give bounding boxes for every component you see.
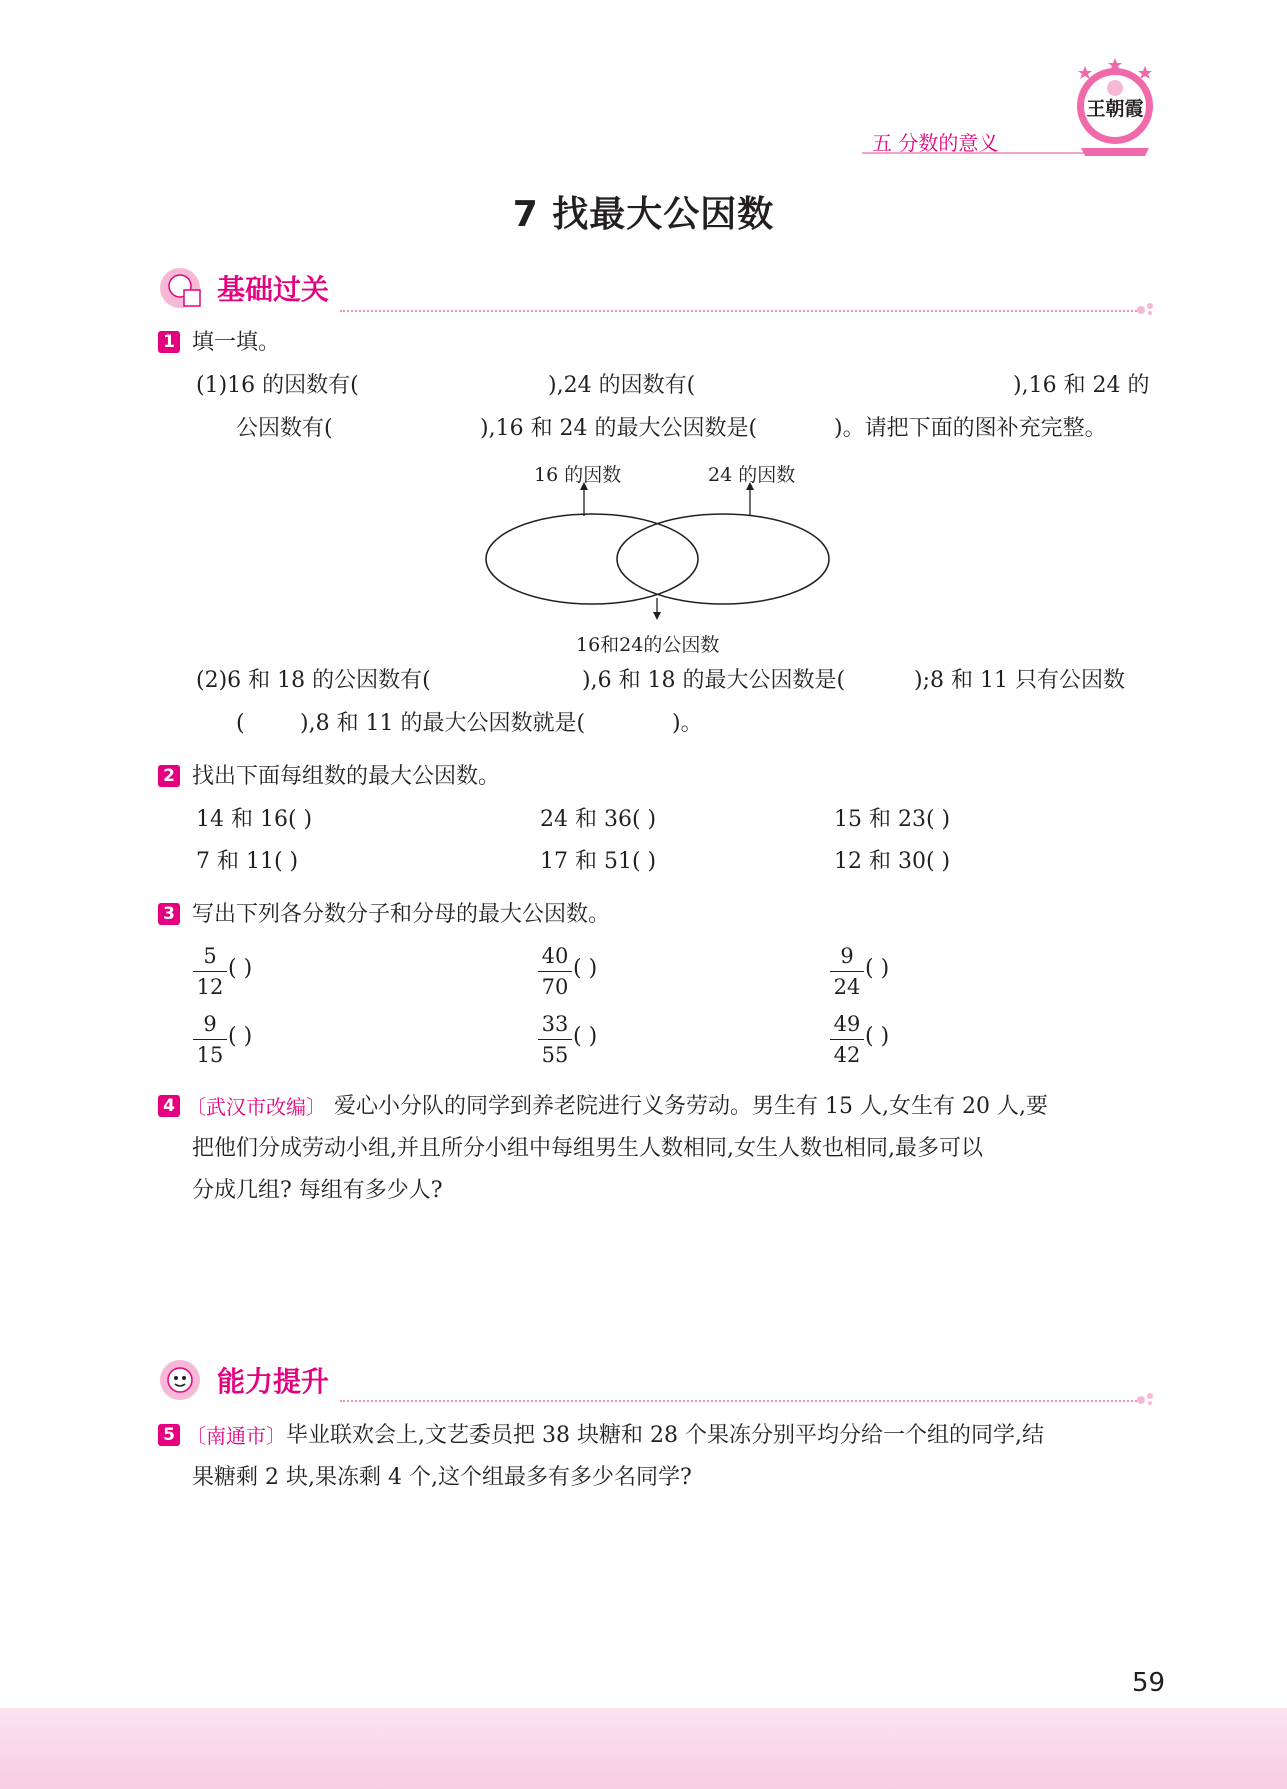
section-mascot-icon	[158, 1358, 204, 1402]
venn-right-ellipse	[617, 514, 829, 604]
q1-p1-text-d: 公因数有(	[236, 416, 333, 441]
q1-p1-text-b: ),24 的因数有(	[548, 373, 696, 398]
section-mascot-icon	[158, 266, 204, 310]
q2-item: 17 和 51( )	[540, 849, 657, 874]
brand-logo	[1075, 58, 1155, 158]
q4-line-3: 分成几组? 每组有多少人?	[192, 1178, 443, 1203]
q3-blank: ( )	[228, 1024, 253, 1049]
q1-p2-text-d: (	[236, 711, 245, 736]
numerator: 9	[840, 944, 854, 968]
q3-fraction	[193, 1014, 227, 1066]
q1-p2-text-f: )。	[672, 711, 703, 736]
q3-fraction	[830, 946, 864, 998]
page-title: 7 找最大公因数	[512, 194, 775, 235]
q2-item: 24 和 36( )	[540, 807, 657, 832]
venn-left-ellipse	[486, 514, 698, 604]
q3-blank: ( )	[573, 1024, 598, 1049]
question-number-2: 2	[158, 765, 180, 787]
section-advanced-divider	[340, 1400, 1140, 1402]
numerator: 49	[833, 1012, 861, 1036]
question-number-3: 3	[158, 903, 180, 925]
q3-fraction	[538, 946, 572, 998]
denominator: 12	[196, 975, 224, 999]
q2-item: 7 和 11( )	[196, 849, 299, 874]
venn-left-label: 16 的因数	[534, 464, 622, 486]
q2-item: 14 和 16( )	[196, 807, 313, 832]
q2-item: 15 和 23( )	[834, 807, 951, 832]
q3-blank: ( )	[573, 956, 598, 981]
q5-line-2: 果糖剩 2 块,果冻剩 4 个,这个组最多有多少名同学?	[192, 1465, 692, 1490]
q1-p2-text-c: );8 和 11 只有公因数	[914, 668, 1125, 693]
q5-line-1: 毕业联欢会上,文艺委员把 38 块糖和 28 个果冻分别平均分给一个组的同学,结	[286, 1423, 1044, 1448]
q3-blank: ( )	[865, 956, 890, 981]
q2-item: 12 和 30( )	[834, 849, 951, 874]
divider-dots-icon	[1136, 300, 1156, 314]
section-advanced-title: 能力提升	[217, 1365, 330, 1398]
q1-p2-text-a: (2)6 和 18 的公因数有(	[196, 668, 431, 693]
q1-p1-text-e: ),16 和 24 的最大公因数是(	[480, 416, 758, 441]
q3-fraction	[538, 1014, 572, 1066]
numerator: 40	[541, 944, 569, 968]
page-number: 59	[1132, 1668, 1166, 1698]
q3-fraction	[193, 946, 227, 998]
q1-p1-text-f: )。请把下面的图补充完整。	[834, 416, 1107, 441]
logo-text: 王朝霞	[1086, 98, 1144, 120]
question-number-1: 1	[158, 331, 180, 353]
section-basic-title: 基础过关	[217, 273, 330, 306]
q1-stem: 填一填。	[192, 330, 281, 355]
venn-right-label: 24 的因数	[708, 464, 796, 486]
q1-p1-text-a: (1)16 的因数有(	[196, 373, 359, 398]
q3-fraction	[830, 1014, 864, 1066]
q3-blank: ( )	[228, 956, 253, 981]
denominator: 24	[833, 975, 861, 999]
venn-bottom-label: 16和24的公因数	[576, 634, 720, 656]
q4-line-2: 把他们分成劳动小组,并且所分小组中每组男生人数相同,女生人数也相同,最多可以	[192, 1136, 983, 1161]
denominator: 55	[541, 1043, 569, 1067]
denominator: 42	[833, 1043, 861, 1067]
q1-p2-text-e: ),8 和 11 的最大公因数就是(	[300, 711, 586, 736]
chapter-header: 五 分数的意义	[872, 131, 999, 155]
footer-band	[0, 1708, 1287, 1789]
q5-source: 〔南通市〕	[186, 1424, 286, 1448]
q3-blank: ( )	[865, 1024, 890, 1049]
q1-p2-text-b: ),6 和 18 的最大公因数是(	[582, 668, 846, 693]
q3-stem: 写出下列各分数分子和分母的最大公因数。	[192, 902, 611, 927]
question-number-5: 5	[158, 1424, 180, 1446]
q4-line-1: 爱心小分队的同学到养老院进行义务劳动。男生有 15 人,女生有 20 人,要	[334, 1094, 1048, 1119]
denominator: 15	[196, 1043, 224, 1067]
numerator: 5	[203, 944, 217, 968]
venn-diagram	[480, 480, 840, 620]
denominator: 70	[541, 975, 569, 999]
q4-source: 〔武汉市改编〕	[186, 1095, 326, 1119]
question-number-4: 4	[158, 1095, 180, 1117]
numerator: 9	[203, 1012, 217, 1036]
divider-dots-icon	[1136, 1390, 1156, 1404]
section-basic-divider	[340, 310, 1140, 312]
q1-p1-text-c: ),16 和 24 的	[1013, 373, 1150, 398]
numerator: 33	[541, 1012, 569, 1036]
q2-stem: 找出下面每组数的最大公因数。	[192, 764, 501, 789]
